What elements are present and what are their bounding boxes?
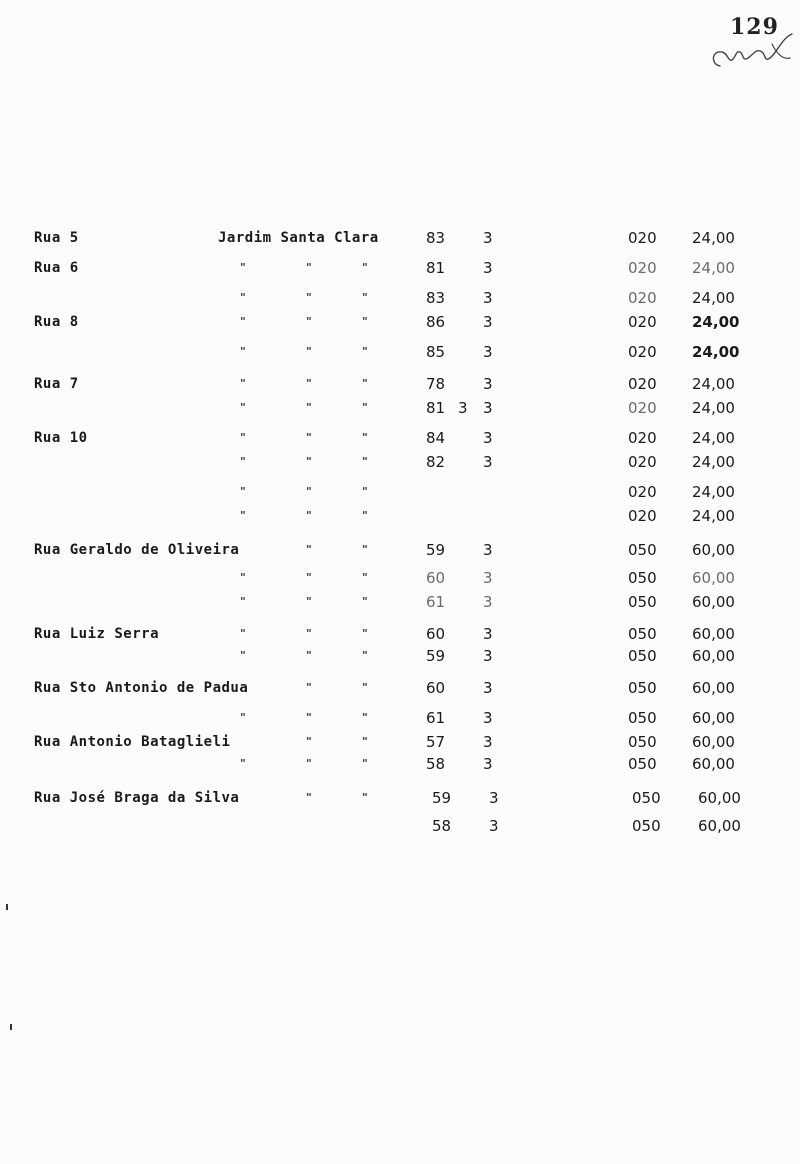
street-name: Rua Antonio Bataglieli <box>34 734 231 750</box>
ditto-mark: " <box>306 291 312 304</box>
amount: 24,00 <box>692 375 735 393</box>
ditto-mark: " <box>362 735 368 748</box>
code: 020 <box>628 313 657 331</box>
table-row <box>0 622 800 646</box>
code: 050 <box>628 541 657 559</box>
neighborhood: Jardim Santa Clara <box>218 230 379 246</box>
block-number: 3 <box>489 789 499 807</box>
table-row <box>0 340 800 364</box>
lot-number: 83 <box>426 229 446 247</box>
table-row <box>0 752 800 776</box>
ditto-mark: " <box>240 431 246 444</box>
ditto-mark: " <box>362 543 368 556</box>
ditto-mark: " <box>306 401 312 414</box>
lot-number: 81 <box>426 399 446 417</box>
ditto-mark: " <box>240 757 246 770</box>
ditto-mark: " <box>362 757 368 770</box>
ditto-mark: " <box>362 627 368 640</box>
code: 050 <box>628 593 657 611</box>
code: 050 <box>628 679 657 697</box>
ditto-mark: " <box>362 377 368 390</box>
street-name: Rua José Braga da Silva <box>34 790 240 806</box>
code: 020 <box>628 375 657 393</box>
ditto-mark: " <box>240 261 246 274</box>
code: 050 <box>628 733 657 751</box>
table-row <box>0 450 800 474</box>
table-row <box>0 730 800 754</box>
ditto-mark: " <box>240 649 246 662</box>
code: 020 <box>628 289 657 307</box>
ditto-mark: " <box>240 627 246 640</box>
street-name: Rua Sto Antonio de Padua <box>34 680 249 696</box>
amount: 60,00 <box>692 541 735 559</box>
table-row <box>0 372 800 396</box>
code: 020 <box>628 429 657 447</box>
street-name: Rua Luiz Serra <box>34 626 160 642</box>
amount: 24,00 <box>692 343 740 361</box>
ditto-mark: " <box>240 345 246 358</box>
amount: 60,00 <box>692 625 735 643</box>
amount: 60,00 <box>692 709 735 727</box>
street-name: Rua 8 <box>34 314 79 330</box>
table-row <box>0 590 800 614</box>
lot-number: 59 <box>432 789 452 807</box>
code: 050 <box>628 755 657 773</box>
street-name: Rua 6 <box>34 260 79 276</box>
lot-number: 59 <box>426 647 446 665</box>
ditto-mark: " <box>306 509 312 522</box>
street-name: Rua 7 <box>34 376 79 392</box>
amount: 24,00 <box>692 483 735 501</box>
ditto-mark: " <box>240 377 246 390</box>
amount: 60,00 <box>692 679 735 697</box>
ditto-mark: " <box>306 345 312 358</box>
lot-number: 58 <box>426 755 446 773</box>
code: 050 <box>628 709 657 727</box>
lot-number: 86 <box>426 313 446 331</box>
lot-number: 84 <box>426 429 446 447</box>
ditto-mark: " <box>306 485 312 498</box>
amount: 24,00 <box>692 229 735 247</box>
street-name: Rua 5 <box>34 230 79 246</box>
table-row <box>0 286 800 310</box>
code: 020 <box>628 507 657 525</box>
code: 020 <box>628 259 657 277</box>
amount: 60,00 <box>698 789 741 807</box>
block-number: 3 <box>483 343 493 361</box>
block-number: 3 <box>483 647 493 665</box>
table-row <box>0 256 800 280</box>
amount: 60,00 <box>698 817 741 835</box>
table-row <box>0 706 800 730</box>
ditto-mark: " <box>306 711 312 724</box>
ditto-mark: " <box>362 571 368 584</box>
ditto-mark: " <box>362 509 368 522</box>
lot-number: 85 <box>426 343 446 361</box>
table-row <box>0 396 800 420</box>
lot-number: 57 <box>426 733 446 751</box>
ditto-mark: " <box>362 431 368 444</box>
extra-number: 3 <box>458 399 468 417</box>
ditto-mark: " <box>240 711 246 724</box>
ditto-mark: " <box>362 711 368 724</box>
block-number: 3 <box>483 229 493 247</box>
amount: 60,00 <box>692 755 735 773</box>
ditto-mark: " <box>306 757 312 770</box>
code: 050 <box>632 817 661 835</box>
lot-number: 61 <box>426 593 446 611</box>
table-row <box>0 676 800 700</box>
amount: 24,00 <box>692 507 735 525</box>
ditto-mark: " <box>306 431 312 444</box>
block-number: 3 <box>483 313 493 331</box>
ditto-mark: " <box>240 571 246 584</box>
lot-number: 81 <box>426 259 446 277</box>
table-row <box>0 226 800 250</box>
ditto-mark: " <box>306 261 312 274</box>
table-row <box>0 504 800 528</box>
code: 050 <box>632 789 661 807</box>
amount: 60,00 <box>692 733 735 751</box>
ditto-mark: " <box>306 455 312 468</box>
amount: 24,00 <box>692 399 735 417</box>
block-number: 3 <box>489 817 499 835</box>
code: 050 <box>628 625 657 643</box>
ditto-mark: " <box>240 315 246 328</box>
table-row <box>0 566 800 590</box>
ditto-mark: " <box>306 595 312 608</box>
table-row <box>0 426 800 450</box>
lot-number: 60 <box>426 625 446 643</box>
ditto-mark: " <box>362 595 368 608</box>
block-number: 3 <box>483 259 493 277</box>
ditto-mark: " <box>362 401 368 414</box>
ditto-mark: " <box>362 261 368 274</box>
ditto-mark: " <box>306 315 312 328</box>
block-number: 3 <box>483 429 493 447</box>
block-number: 3 <box>483 755 493 773</box>
ditto-mark: " <box>306 649 312 662</box>
amount: 60,00 <box>692 647 735 665</box>
handwritten-initials <box>706 24 798 80</box>
block-number: 3 <box>483 375 493 393</box>
street-name: Rua Geraldo de Oliveira <box>34 542 240 558</box>
amount: 24,00 <box>692 429 735 447</box>
code: 050 <box>628 569 657 587</box>
lot-number: 78 <box>426 375 446 393</box>
code: 020 <box>628 229 657 247</box>
ditto-mark: " <box>240 595 246 608</box>
amount: 24,00 <box>692 259 735 277</box>
ditto-mark: " <box>240 401 246 414</box>
lot-number: 60 <box>426 679 446 697</box>
code: 050 <box>628 647 657 665</box>
ditto-mark: " <box>362 291 368 304</box>
block-number: 3 <box>483 593 493 611</box>
ditto-mark: " <box>240 291 246 304</box>
ditto-mark: " <box>240 455 246 468</box>
page-number: 129 <box>730 14 779 40</box>
amount: 24,00 <box>692 453 735 471</box>
ditto-mark: " <box>240 485 246 498</box>
table-row <box>0 538 800 562</box>
amount: 24,00 <box>692 289 735 307</box>
amount: 24,00 <box>692 313 740 331</box>
lot-number: 82 <box>426 453 446 471</box>
ditto-mark: " <box>362 791 368 804</box>
block-number: 3 <box>483 733 493 751</box>
lot-number: 58 <box>432 817 452 835</box>
ditto-mark: " <box>362 649 368 662</box>
table-row <box>0 310 800 334</box>
block-number: 3 <box>483 541 493 559</box>
block-number: 3 <box>483 569 493 587</box>
ditto-mark: " <box>306 627 312 640</box>
ditto-mark: " <box>306 571 312 584</box>
amount: 60,00 <box>692 593 735 611</box>
ditto-mark: " <box>362 345 368 358</box>
amount: 60,00 <box>692 569 735 587</box>
code: 020 <box>628 343 657 361</box>
ditto-mark: " <box>362 681 368 694</box>
code: 020 <box>628 453 657 471</box>
lot-number: 59 <box>426 541 446 559</box>
block-number: 3 <box>483 399 493 417</box>
ditto-mark: " <box>306 377 312 390</box>
lot-number: 83 <box>426 289 446 307</box>
table-row <box>0 786 800 810</box>
code: 020 <box>628 483 657 501</box>
ditto-mark: " <box>362 485 368 498</box>
block-number: 3 <box>483 289 493 307</box>
scan-speck <box>6 904 8 910</box>
street-name: Rua 10 <box>34 430 88 446</box>
lot-number: 60 <box>426 569 446 587</box>
table-row <box>0 814 800 838</box>
scan-speck <box>10 1024 12 1030</box>
block-number: 3 <box>483 453 493 471</box>
ditto-mark: " <box>306 543 312 556</box>
block-number: 3 <box>483 625 493 643</box>
block-number: 3 <box>483 709 493 727</box>
ditto-mark: " <box>306 791 312 804</box>
table-row <box>0 480 800 504</box>
lot-number: 61 <box>426 709 446 727</box>
block-number: 3 <box>483 679 493 697</box>
table-row <box>0 644 800 668</box>
ditto-mark: " <box>362 315 368 328</box>
ditto-mark: " <box>240 509 246 522</box>
code: 020 <box>628 399 657 417</box>
ditto-mark: " <box>362 455 368 468</box>
ditto-mark: " <box>306 735 312 748</box>
ditto-mark: " <box>306 681 312 694</box>
